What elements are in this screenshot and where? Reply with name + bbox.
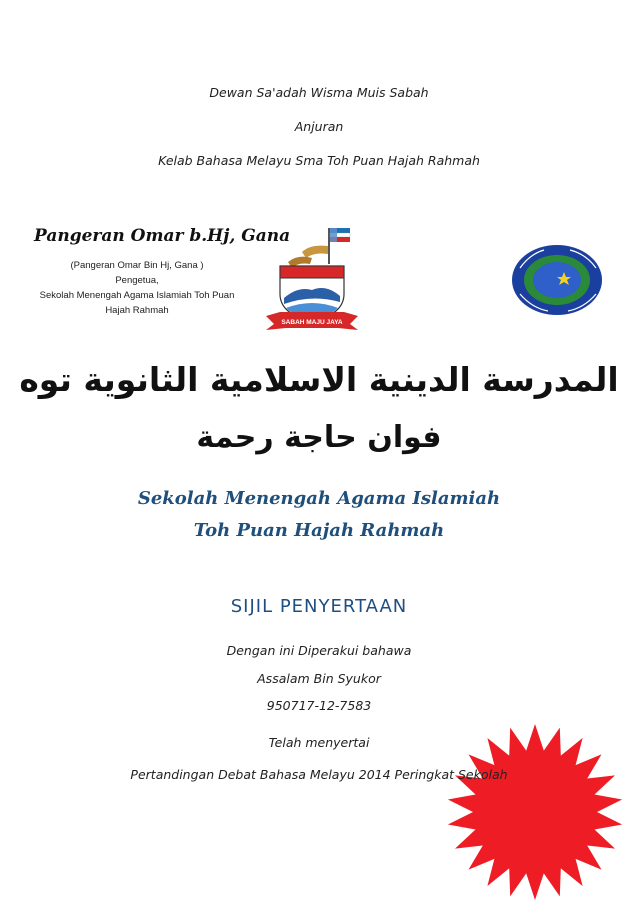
school-name-line2: Toh Puan Hajah Rahmah: [193, 520, 445, 541]
certificate-title: SIJIL PENYERTAAN: [230, 596, 408, 617]
recipient-id: 950717-12-7583: [266, 698, 372, 713]
arabic-school-name-line2: فوان حاجة رحمة: [196, 420, 442, 455]
signatory-school-line2: Hajah Rahmah: [105, 305, 169, 316]
school-name-line1: Sekolah Menengah Agama Islamiah: [137, 488, 501, 509]
organizer-text: Kelab Bahasa Melayu Sma Toh Puan Hajah Rahmah: [158, 153, 480, 168]
signatory-school-line1: Sekolah Menengah Agama Islamiah Toh Puan: [39, 290, 235, 301]
arabic-school-name-line1: المدرسة الدينية الاسلامية الثانوية توه: [19, 360, 619, 399]
recipient-name: Assalam Bin Syukor: [257, 671, 381, 686]
venue-text: Dewan Sa'adah Wisma Muis Sabah: [209, 85, 429, 100]
signatory-signature: Pangeran Omar b.Hj, Gana: [34, 226, 291, 246]
sabah-motto-text: SABAH MAJU JAYA: [281, 319, 343, 326]
school-crest-logo: [510, 244, 604, 316]
sabah-crest-logo: [258, 224, 366, 332]
signatory-role: Pengetua,: [115, 275, 159, 286]
certify-text: Dengan ini Diperakui bahawa: [226, 643, 412, 658]
signatory-full-name: (Pangeran Omar Bin Hj, Gana ): [70, 260, 204, 271]
organized-label: Anjuran: [294, 119, 344, 134]
signatory-block: [32, 258, 242, 318]
participated-text: Telah menyertai: [268, 735, 370, 750]
red-seal-stamp: [440, 722, 630, 902]
event-text: Pertandingan Debat Bahasa Melayu 2014 Peringkat Sekolah: [130, 767, 508, 782]
